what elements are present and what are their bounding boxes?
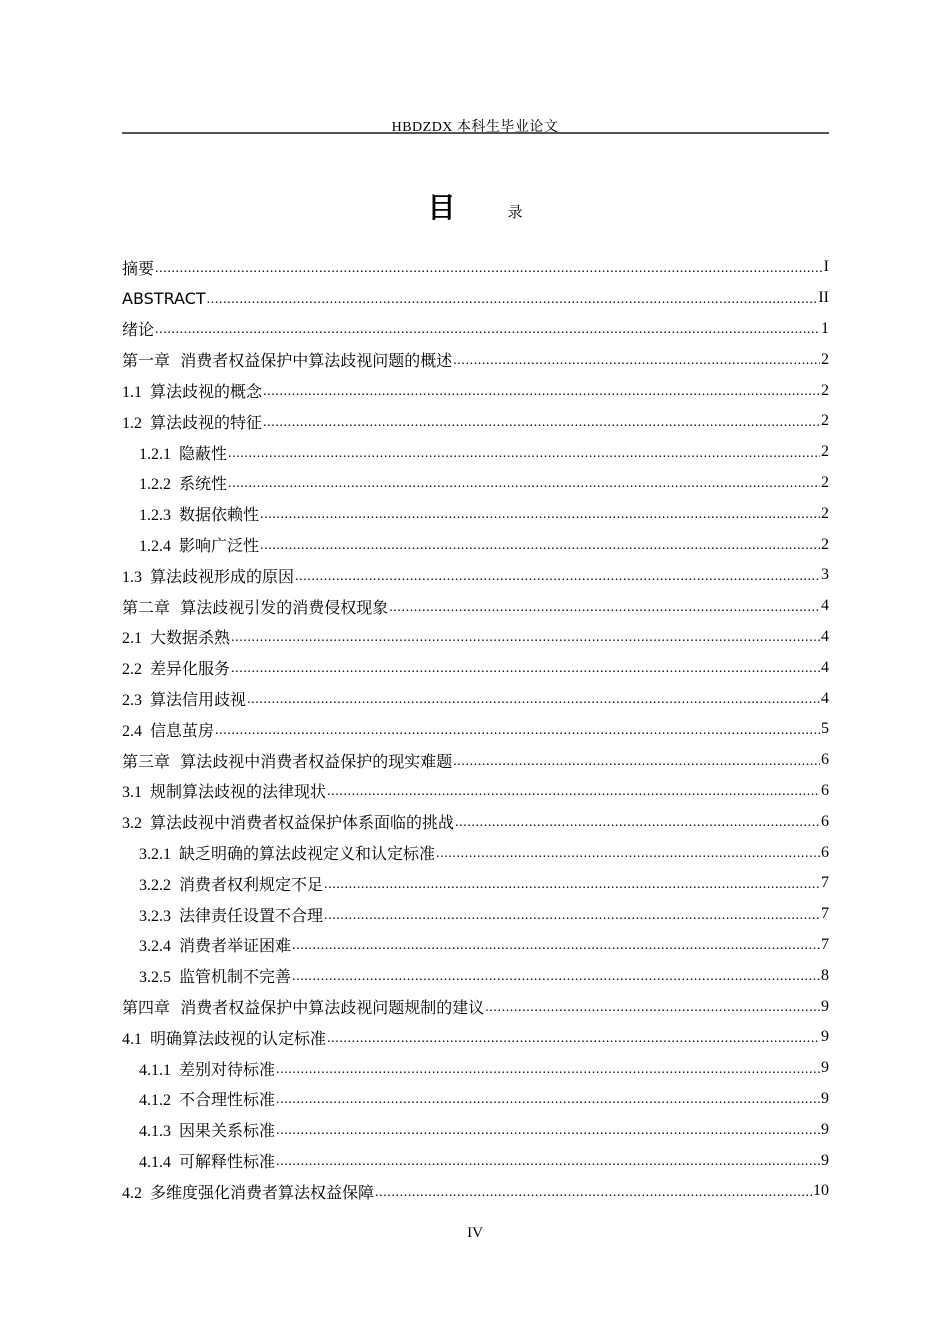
- toc-dot-leader: [263, 416, 820, 437]
- toc-entry[interactable]: [122, 1176, 829, 1207]
- toc-entry-label: [139, 533, 259, 556]
- table-of-contents: [122, 252, 829, 1207]
- toc-entry-number: 3.2: [122, 815, 150, 833]
- toc-entry-label: [122, 779, 326, 802]
- toc-entry-number: 3.2.3: [139, 907, 179, 925]
- toc-entry-label: [122, 1180, 374, 1203]
- toc-dot-leader: [455, 816, 820, 837]
- toc-entry-title: 不合理性标准: [179, 1092, 276, 1110]
- toc-entry-page: 4: [821, 627, 829, 645]
- toc-entry-label: [139, 964, 291, 987]
- toc-dot-leader: [276, 1063, 820, 1084]
- toc-entry-page: II: [818, 289, 829, 307]
- toc-entry-label: [122, 348, 452, 371]
- toc-entry-page: 2: [821, 473, 829, 491]
- toc-entry[interactable]: [122, 1053, 829, 1084]
- toc-entry-number: 第四章: [122, 998, 181, 1018]
- toc-dot-leader: [295, 570, 820, 591]
- toc-entry[interactable]: [122, 1114, 829, 1145]
- toc-entry[interactable]: [122, 991, 829, 1022]
- toc-entry-page: 4: [821, 658, 829, 676]
- toc-dot-leader: [228, 447, 820, 468]
- toc-dot-leader: [260, 508, 820, 529]
- toc-entry-title: 信息茧房: [150, 722, 215, 740]
- toc-entry[interactable]: [122, 930, 829, 961]
- toc-entry[interactable]: [122, 1022, 829, 1053]
- toc-dot-leader: [389, 601, 820, 622]
- toc-entry[interactable]: [122, 899, 829, 930]
- toc-entry[interactable]: [122, 683, 829, 714]
- toc-entry[interactable]: [122, 283, 829, 314]
- toc-entry[interactable]: [122, 1145, 829, 1176]
- toc-entry-number: 1.1: [122, 384, 150, 402]
- toc-entry-label: [139, 1149, 275, 1172]
- toc-entry-title: 算法歧视引发的消费侵权现象: [180, 597, 389, 617]
- toc-entry-page: 2: [821, 350, 829, 368]
- toc-entry-number: 1.2.1: [139, 445, 179, 463]
- toc-entry-label: [139, 903, 323, 926]
- toc-entry-label: [122, 687, 246, 710]
- toc-entry[interactable]: [122, 252, 829, 283]
- toc-entry-number: 第三章: [122, 751, 181, 771]
- toc-entry-page: 7: [821, 905, 829, 923]
- toc-entry-page: 9: [821, 997, 829, 1015]
- toc-entry-title: 绪论: [122, 320, 155, 340]
- toc-dot-leader: [276, 1155, 820, 1176]
- toc-dot-leader: [292, 970, 820, 991]
- toc-entry-page: 5: [821, 720, 829, 738]
- toc-entry-label: [139, 502, 259, 525]
- toc-entry-page: 4: [821, 689, 829, 707]
- toc-entry-page: 4: [821, 597, 829, 615]
- toc-entry-label: [122, 718, 214, 741]
- toc-entry-label: [122, 256, 154, 279]
- toc-entry[interactable]: [122, 806, 829, 837]
- toc-entry-label: [122, 379, 262, 402]
- toc-entry-title: 规制算法歧视的法律现状: [150, 784, 327, 802]
- toc-entry-number: 3.2.2: [139, 876, 179, 894]
- toc-entry-number: 3.1: [122, 784, 150, 802]
- toc-dot-leader: [292, 939, 820, 960]
- toc-entry-page: 9: [821, 1059, 829, 1077]
- toc-entry-page: 8: [821, 966, 829, 984]
- toc-entry-label: [139, 841, 435, 864]
- toc-entry[interactable]: [122, 868, 829, 899]
- toc-entry-title: 大数据杀熟: [150, 630, 231, 648]
- toc-dot-leader: [231, 631, 820, 652]
- toc-entry-label: [122, 1026, 326, 1049]
- toc-entry[interactable]: [122, 960, 829, 991]
- toc-entry-label: [139, 1118, 275, 1141]
- toc-entry-number: 4.1: [122, 1030, 150, 1048]
- toc-entry-title: 可解释性标准: [179, 1154, 276, 1171]
- toc-entry-title: 算法歧视形成的原因: [150, 568, 295, 586]
- toc-entry-label: [122, 656, 230, 679]
- toc-entry-label: [122, 749, 452, 772]
- toc-entry-number: 4.2: [122, 1184, 150, 1202]
- toc-entry-title: 算法信用歧视: [150, 692, 247, 710]
- toc-dot-leader: [263, 385, 820, 406]
- toc-entry[interactable]: [122, 714, 829, 745]
- toc-entry-label: [139, 1087, 275, 1110]
- toc-entry-title: 消费者权利规定不足: [179, 876, 324, 894]
- toc-entry-label: [139, 471, 227, 494]
- toc-entry-title: 监管机制不完善: [179, 969, 292, 987]
- toc-dot-leader: [324, 878, 820, 899]
- toc-entry-title: ABSTRACT: [122, 288, 206, 308]
- toc-entry-title: 算法歧视的概念: [150, 384, 263, 402]
- toc-entry-label: [122, 595, 388, 618]
- header-rule: [122, 132, 829, 134]
- toc-entry[interactable]: [122, 468, 829, 499]
- toc-dot-leader: [228, 477, 820, 498]
- toc-entry-title: 法律责任设置不合理: [179, 907, 324, 925]
- toc-entry-title: 多维度强化消费者算法权益保障: [150, 1184, 375, 1202]
- toc-entry-page: 2: [821, 381, 829, 399]
- toc-entry-number: 4.1.4: [139, 1154, 179, 1171]
- toc-entry-number: 第二章: [122, 597, 181, 617]
- toc-entry-number: 1.2: [122, 414, 150, 432]
- toc-entry-title: 算法歧视中消费者权益保护体系面临的挑战: [150, 815, 455, 833]
- toc-entry-label: [139, 872, 323, 895]
- toc-entry-title: 数据依赖性: [179, 507, 260, 525]
- toc-entry-page: I: [823, 258, 829, 276]
- toc-entry-label: [122, 625, 230, 648]
- toc-entry[interactable]: [122, 437, 829, 468]
- toc-entry[interactable]: [122, 776, 829, 807]
- toc-entry-page: 6: [821, 781, 829, 799]
- toc-dot-leader: [324, 909, 820, 930]
- toc-entry-number: 3.2.1: [139, 846, 179, 864]
- toc-entry-number: 1.2.3: [139, 507, 179, 525]
- toc-entry-label: [122, 810, 454, 833]
- toc-entry-page: 6: [821, 751, 829, 769]
- toc-dot-leader: [327, 1032, 820, 1053]
- toc-entry[interactable]: [122, 837, 829, 868]
- toc-entry-title: 系统性: [179, 476, 228, 494]
- toc-entry-label: [122, 564, 294, 587]
- toc-entry[interactable]: [122, 406, 829, 437]
- toc-entry-number: 3.2.4: [139, 938, 179, 956]
- toc-dot-leader: [485, 1001, 820, 1022]
- toc-entry-title: 隐蔽性: [179, 445, 228, 463]
- toc-entry-page: 9: [821, 1151, 829, 1169]
- toc-entry-page: 10: [813, 1182, 829, 1200]
- toc-dot-leader: [247, 693, 820, 714]
- toc-dot-leader: [155, 323, 820, 344]
- toc-dot-leader: [436, 847, 820, 868]
- toc-dot-leader: [276, 1124, 820, 1145]
- toc-entry[interactable]: [122, 529, 829, 560]
- toc-dot-leader: [453, 755, 820, 776]
- toc-entry-number: 1.2.4: [139, 538, 179, 556]
- toc-dot-leader: [231, 662, 820, 683]
- toc-entry-page: 9: [821, 1089, 829, 1107]
- toc-entry-title: 消费者权益保护中算法歧视问题规制的建议: [180, 998, 485, 1018]
- toc-entry-number: 4.1.3: [139, 1123, 179, 1141]
- toc-entry[interactable]: [122, 652, 829, 683]
- toc-entry-title: 消费者权益保护中算法歧视问题的概述: [180, 351, 453, 371]
- toc-entry-page: 2: [821, 443, 829, 461]
- toc-entry-label: [139, 1057, 275, 1080]
- toc-entry-page: 9: [821, 1028, 829, 1046]
- toc-dot-leader: [215, 724, 820, 745]
- page-number: IV: [467, 1225, 483, 1241]
- toc-entry-label: [139, 933, 291, 956]
- toc-dot-leader: [375, 1186, 812, 1207]
- toc-entry-label: [122, 289, 206, 308]
- toc-entry-number: 2.4: [122, 722, 150, 740]
- toc-entry-page: 6: [821, 812, 829, 830]
- toc-dot-leader: [260, 539, 820, 560]
- toc-entry-page: 7: [821, 874, 829, 892]
- toc-entry-title: 明确算法歧视的认定标准: [150, 1030, 327, 1048]
- running-header: HBDZDX 本科生毕业论文: [391, 120, 559, 135]
- toc-entry-title: 缺乏明确的算法歧视定义和认定标准: [179, 846, 436, 864]
- toc-entry-label: [122, 317, 154, 340]
- toc-entry-title: 因果关系标准: [179, 1123, 276, 1141]
- title-main-char: 目: [427, 191, 456, 224]
- toc-entry[interactable]: [122, 591, 829, 622]
- toc-entry-title: 消费者举证困难: [179, 938, 292, 956]
- toc-entry-page: 1: [821, 319, 829, 337]
- toc-entry-label: [122, 410, 262, 433]
- toc-entry[interactable]: [122, 1084, 829, 1115]
- toc-entry-number: 第一章: [122, 351, 181, 371]
- toc-entry-page: 7: [821, 935, 829, 953]
- toc-entry[interactable]: [122, 375, 829, 406]
- toc-entry-title: 算法歧视的特征: [150, 414, 263, 432]
- toc-entry-title: 摘要: [122, 258, 155, 278]
- toc-entry-title: 影响广泛性: [179, 538, 260, 556]
- toc-entry-title: 算法歧视中消费者权益保护的现实难题: [180, 751, 453, 771]
- toc-entry-label: [139, 441, 227, 464]
- title-sub-char: 录: [507, 203, 523, 221]
- toc-entry-number: 3.2.5: [139, 969, 179, 987]
- toc-entry[interactable]: [122, 314, 829, 345]
- toc-entry-number: 1.3: [122, 568, 150, 586]
- toc-entry-number: 1.2.2: [139, 476, 179, 494]
- toc-entry-page: 2: [821, 535, 829, 553]
- toc-entry[interactable]: [122, 622, 829, 653]
- toc-entry-page: 9: [821, 1120, 829, 1138]
- toc-entry-number: 2.2: [122, 661, 150, 679]
- toc-entry-number: 4.1.2: [139, 1092, 179, 1110]
- toc-entry[interactable]: [122, 560, 829, 591]
- toc-entry[interactable]: [122, 498, 829, 529]
- toc-entry-page: 2: [821, 412, 829, 430]
- toc-entry-label: [122, 995, 484, 1018]
- toc-dot-leader: [276, 1093, 820, 1114]
- toc-entry-title: 差异化服务: [150, 661, 231, 679]
- toc-entry[interactable]: [122, 745, 829, 776]
- toc-entry-number: 4.1.1: [139, 1061, 179, 1079]
- page-title: [0, 186, 950, 226]
- toc-entry-page: 2: [821, 504, 829, 522]
- toc-dot-leader: [155, 262, 823, 283]
- toc-entry-number: 2.3: [122, 692, 150, 710]
- toc-entry-number: 2.1: [122, 630, 150, 648]
- toc-entry-page: 3: [821, 566, 829, 584]
- toc-entry-page: 6: [821, 843, 829, 861]
- toc-dot-leader: [207, 293, 818, 314]
- toc-entry[interactable]: [122, 344, 829, 375]
- toc-dot-leader: [327, 785, 820, 806]
- toc-dot-leader: [453, 354, 820, 375]
- toc-entry-title: 差别对待标准: [179, 1061, 276, 1079]
